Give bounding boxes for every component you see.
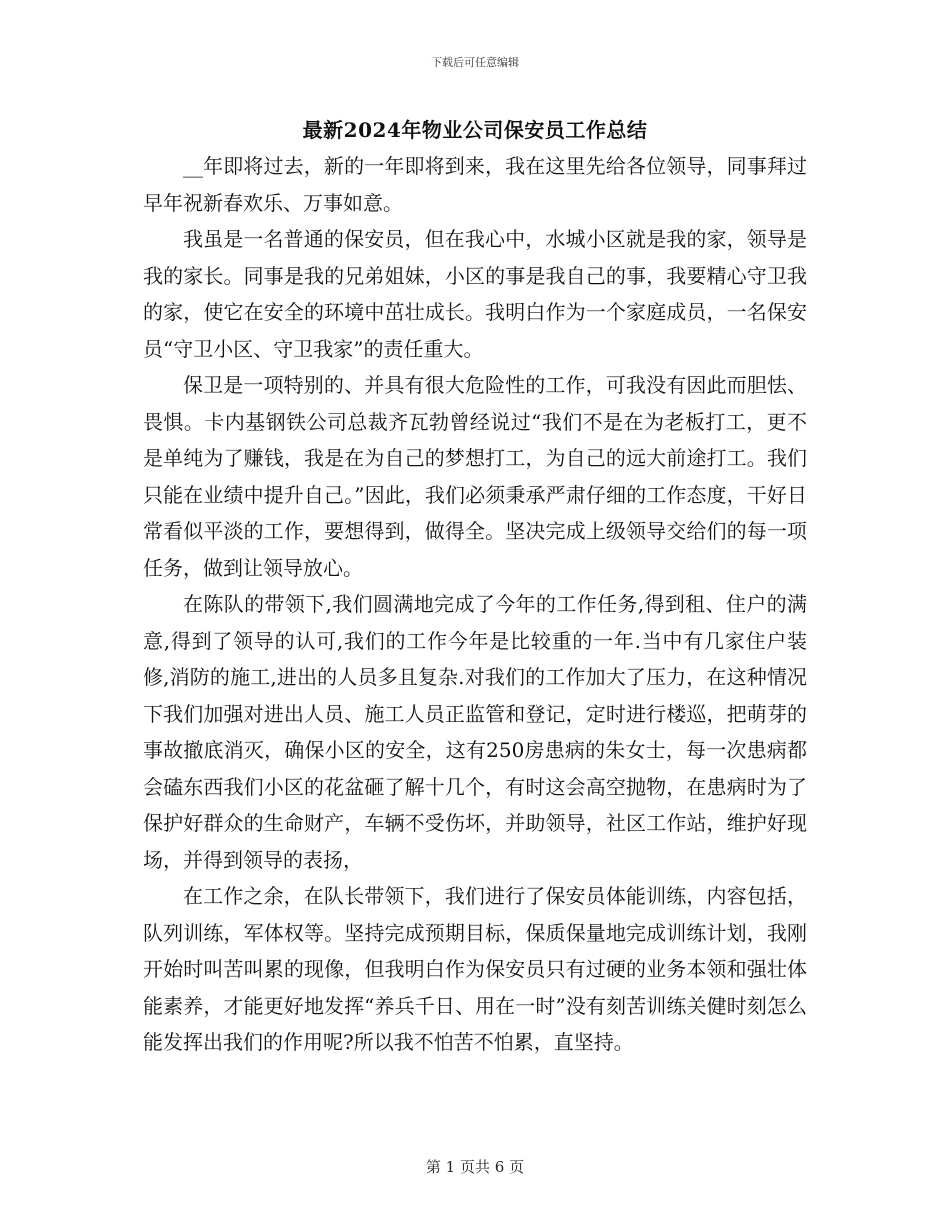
document-body (143, 148, 807, 1061)
paragraph-3: 保卫是一项特别的、并具有很大危险性的工作，可我没有因此而胆怯、畏惧。卡内基钢铁公司总裁齐瓦勃曾经说过“我们不是在为老板打工，更不是单纯为了赚钱，我是在为自己的梦想打工，为自己的远大前途打工。我们只能在业绩中提升自己。”因此，我们必须秉承严肃仔细的工作态度，干好日常看似平淡的工作，要想得到，做得全。坚决完成上级领导交给们的每一项任务，做到让领导放心。 (143, 373, 807, 580)
paragraph-1: __年即将过去，新的一年即将到来，我在这里先给各位领导，同事拜过早年祝新春欢乐、万事如意。 (143, 154, 807, 215)
paragraph-5: 在工作之余，在队长带领下，我们进行了保安员体能训练，内容包括，队列训练，军体权等。坚持完成预期目标，保质保量地完成训练计划，我刚开始时叫苦叫累的现像，但我明白作为保安员只有过硬的业务本领和强壮体能素养，才能更好地发挥“养兵千日、用在一时”没有刻苦训练关健时刻怎么能发挥出我们的作用呢?所以我不怕苦不怕累，直坚持。 (143, 884, 807, 1054)
document-title: 最新2024年物业公司保安员工作总结 (302, 118, 648, 142)
page-header-note: 下载后可任意编辑 (431, 56, 519, 69)
paragraph-2: 我虽是一名普通的保安员，但在我心中，水城小区就是我的家，领导是我的家长。同事是我的兄弟姐妹，小区的事是我自己的事，我要精心守卫我的家，使它在安全的环境中茁壮成长。我明白作为一个家庭成员，一名保安员“守卫小区、守卫我家”的责任重大。 (143, 227, 807, 361)
paragraph-4: 在陈队的带领下,我们圆满地完成了今年的工作任务,得到租、住户的满意,得到了领导的认可,我们的工作今年是比较重的一年.当中有几家住户装修,消防的施工,进出的人员多且复杂.对我们的工作加大了压力，在这种情况下我们加强对进出人员、施工人员正监管和登记，定时进行楼巡，把萌芽的事故撤底消灭，确保小区的安全，这有250房患病的朱女士，每一次患病都会磕东西我们小区的花盆砸了解十几个，有时这会高空抛物，在患病时为了保护好群众的生命财产，车辆不受伤坏，并助领导，社区工作站，维护好现场，并得到领导的表扬， (143, 592, 807, 872)
page-number: 第 1 页共 6 页 (425, 1158, 525, 1176)
